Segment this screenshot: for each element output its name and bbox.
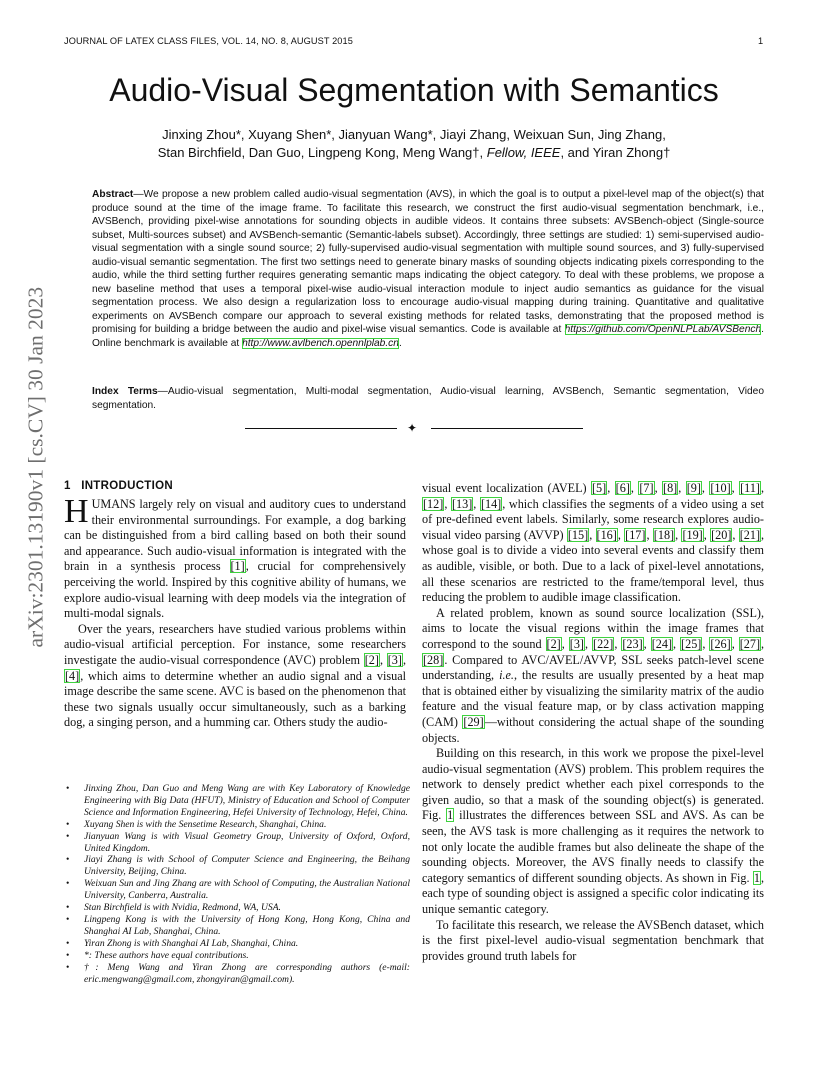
citation-link[interactable]: [22] [593,636,614,651]
citation-link[interactable]: [11] [740,481,760,495]
citation-link[interactable]: [1] [230,559,245,574]
citation-link[interactable]: [6] [615,481,630,495]
fellow-ieee: Fellow, IEEE [486,145,561,160]
citation-link[interactable]: [8] [663,481,678,495]
code-link[interactable]: https://github.com/OpenNLPLab/AVSBench [564,324,762,335]
footnote-list [64,783,410,985]
intro-paragraph-2: Over the years, researchers have studied various problems within audio-visual artificial perception. For instance, some researchers investigate the audio-visual correspondence (AVC) problem [2], [3], [4], which aims to determine whether an audio signal and a visual image describe the same scene. AVC is based on the phenomenon that these two signals usually occur simultaneously, such as a barking dog, a singing person, and a humming car. Others study the audio- [64,621,407,730]
dropcap: H [64,493,89,530]
citation-link[interactable]: [26] [710,636,731,651]
author-line-1: Jinxing Zhou*, Xuyang Shen*, Jianyuan Wang*, Jiayi Zhang, Weixuan Sun, Jing Zhang, [162,127,666,142]
citation-link[interactable]: [14] [480,496,502,511]
citation-link[interactable]: [5] [592,481,607,495]
citation-group: [15], [16], [17], [18], [19], [20], [21] [567,527,761,542]
citation-group: [2], [3], [22], [23], [24], [25], [26], [27], [28] [423,636,765,667]
citation-link[interactable]: [18] [653,527,675,542]
citation-link[interactable]: [28] [423,652,444,667]
citation-link[interactable]: [3] [569,636,584,651]
citation-link[interactable]: [16] [596,527,617,542]
footnote-item: • Jiayi Zhang is with School of Computer Science and Engineering, the Beihang University, Beijing, China. [64,854,410,878]
footnote-item: • Jianyuan Wang is with Visual Geometry Group, University of Oxford, Oxford, United Kingdom. [64,831,410,855]
citation-link[interactable]: [17] [625,527,646,542]
separator-line-left [245,428,397,429]
index-terms [92,385,764,412]
author-line-2: Stan Birchfield, Dan Guo, Lingpeng Kong, Meng Wang†, Fellow, IEEE, and Yiran Zhong† [157,145,671,160]
footnote-item: • Stan Birchfield is with Nvidia, Redmond, WA, USA. [64,902,410,914]
citation-link[interactable]: [13] [451,496,473,511]
intro-paragraph-3: visual event localization (AVEL) [5], [6], [7], [8], [9], [10], [11], [12], [13], [14], which classifies the segments of a video using a set of pre-defined event labels. Similarly, some research explores audio-visual video parsing (AVVP) [15], [16], [17], [18], [19], [20], [21], whose goal is to divide a video into several events and classify them as audible, visible, or both. Due to a lack of pixel-level annotations, all these scenarios are restricted to the frame/temporal level, thus reducing the problem to audible image classification. [422,481,765,605]
intro-paragraph-6: To facilitate this research, we release the AVSBench dataset, which is the first pixel-level audio-visual segmentation benchmark that provides ground truth labels for [422,917,764,963]
index-terms-label: Index Terms [92,386,158,397]
author-footnotes [64,783,410,985]
footnote-item: • Yiran Zhong is with Shanghai AI Lab, Shanghai, China. [64,938,410,950]
running-header: JOURNAL OF LATEX CLASS FILES, VOL. 14, NO. 8, AUGUST 2015 [64,36,353,46]
arxiv-stamp-text: arXiv:2301.13190v1 [cs.CV] 30 Jan 2023 [23,286,48,648]
benchmark-link[interactable]: http://www.avlbench.opennlplab.cn [242,337,399,349]
separator-diamond-icon: ✦ [407,421,418,435]
footnote-item: • Xuyang Shen is with the Sensetime Research, Shanghai, China. [64,819,410,831]
citation-link[interactable]: [9] [686,481,701,495]
left-column [64,493,407,731]
citation-link[interactable]: [12] [423,496,444,511]
citation-link[interactable]: [10] [710,481,731,495]
abstract-text: —We propose a new problem called audio-visual segmentation (AVS), in which the goal is to output a pixel-level map of the object(s) that produce sound at the time of the image frame. To facilitate this research, we construct the first audio-visual segmentation benchmark, i.e., AVSBench, providing pixel-wise annotations for sounding objects in audible videos. It contains three subsets: AVSBench-object (Single-source subset, Multi-sources subset) and AVSBench-semantic (Semantic-labels subset). Accordingly, three settings are studied: 1) semi-supervised audio-visual segmentation with a single sound source; 2) fully-supervised audio-visual segmentation with multiple sound sources, and 3) fully-supervised audio-visual semantic segmentation. The first two settings need to generate binary masks of sounding objects indicating pixels corresponding to the audio, while the third setting further requires generating semantic maps indicating the object category. To deal with these problems, we propose a new baseline method that uses a temporal pixel-wise audio-visual interaction module to inject audio semantics as guidance for the visual segmentation process. We also design a regularization loss to encourage audio-visual mapping during training. Quantitative and qualitative experiments on AVSBench compare our approach to several existing methods for related tasks, demonstrating that the proposed method is promising for building a bridge between the audio and pixel-wise visual semantics. Code is available at [92,189,764,335]
arxiv-stamp[interactable] [6,286,48,650]
citation-link[interactable]: [3] [387,652,402,667]
figure-link[interactable]: 1 [753,870,760,885]
citation-link[interactable]: [4] [65,668,80,683]
citation-link[interactable]: [24] [651,636,673,651]
paper-title: Audio-Visual Segmentation with Semantics [109,72,719,108]
author-list [70,126,758,162]
citation-link[interactable]: [7] [639,481,654,495]
right-column [422,481,764,964]
citation-link[interactable]: [25] [681,636,702,651]
intro-paragraph-5: Building on this research, in this work we propose the pixel-level audio-visual segmentation (AVS) problem. This problem requires the network to densely predict whether each pixel corresponds to the given audio, so that a mask of the sounding object(s) is generated. Fig. 1 illustrates the differences between SSL and AVS. As can be seen, the AVS task is more challenging as it requires the network to not only locate the audible frames but also delineate the shape of the sounding objects. Moreover, the AVS finally needs to classify the category semantics of different sounding objects. As shown in Fig. 1, each type of sounding object is assigned a specific color indicating its unique semantic category. [422,746,764,917]
citation-link[interactable]: [23] [622,636,643,651]
citation-link[interactable]: [19] [682,527,703,542]
section-heading: 1 INTRODUCTION [64,480,173,492]
footnote-item: • Jinxing Zhou, Dan Guo and Meng Wang are with Key Laboratory of Knowledge Engineering with Big Data (HFUT), Ministry of Education and School of Computer Science and Information Engineering, Hefei University of Technology, Hefei, China. [64,783,410,819]
citation-link[interactable]: [2] [546,636,561,651]
abstract: Abstract—We propose a new problem called audio-visual segmentation (AVS), in which the goal is to output a pixel-level map of the object(s) that produce sound at the time of the image frame. To facilitate this research, we construct the first audio-visual segmentation benchmark, i.e., AVSBench, providing pixel-wise annotations for sounding objects in audible videos. It contains three subsets: AVSBench-object (Single-source subset, Multi-sources subset) and AVSBench-semantic (Semantic-labels subset). Accordingly, three settings are studied: 1) semi-supervised audio-visual segmentation with a single sound source; 2) fully-supervised audio-visual segmentation with multiple sound sources, and 3) fully-supervised audio-visual semantic segmentation. The first two settings need to generate binary masks of sounding objects indicating pixels corresponding to the audio, while the third setting further requires generating semantic maps indicating the object category. To deal with these problems, we propose a new baseline method that uses a temporal pixel-wise audio-visual interaction module to inject audio semantics as guidance for the visual segmentation process. We also design a regularization loss to encourage audio-visual mapping during training. Quantitative and qualitative experiments on AVSBench compare our approach to several existing methods for related tasks, demonstrating that the proposed method is promising for building a bridge between the audio and pixel-wise visual semantics. Code is available at https://github.com/OpenNLPLab/AVSBench. Online benchmark is available at http://www.avlbench.opennlplab.cn. [92,189,764,349]
citation-link[interactable]: [27] [739,636,761,651]
separator-line-right [431,428,583,429]
citation-link[interactable]: [2] [364,652,379,667]
citation-link[interactable]: [29] [463,714,484,729]
intro-paragraph-1: HUMANS largely rely on visual and auditory cues to understand their environmental surroundings. For example, a dog barking can be distinguished from a bird calling based on both their sound and appearance. Such audio-visual information is integrated with the brain in a synthesis process [1], crucial for comprehensively perceiving the world. Inspired by this cognitive ability of humans, we explore audio-visual learning with deep models via the integration of multi-modal signals. [64,493,406,621]
citation-link[interactable]: [20] [711,527,732,542]
footnote-item: • Lingpeng Kong is with the University of Hong Kong, Hong Kong, China and Shanghai AI Lab, Shanghai, China. [64,914,410,938]
citation-link[interactable]: [21] [739,527,761,542]
citation-link[interactable]: [15] [567,527,589,542]
index-terms-text: —Audio-visual segmentation, Multi-modal segmentation, Audio-visual learning, AVSBench, Semantic segmentation, Video segmentation. [92,386,764,411]
intro-paragraph-4: A related problem, known as sound source localization (SSL), aims to locate the visual regions within the image frames that correspond to the sound [2], [3], [22], [23], [24], [25], [26], [27], [28]. Compared to AVC/AVEL/AVVP, SSL seeks patch-level scene understanding, i.e., the results are usually presented by a heat map that is obtained either by visualizing the similarity matrix of the audio feature and the visual feature map, or by class activation mapping (CAM) [29]—without considering the actual shape of the sounding objects. [422,605,765,745]
abstract-label: Abstract [92,189,134,200]
citation-group: [5], [6], [7], [8], [9], [10], [11], [12], [13], [14] [423,481,765,511]
figure-link[interactable]: 1 [447,808,454,823]
page-number: 1 [758,36,764,46]
footnote-item: • *: These authors have equal contributions. [64,950,410,962]
footnote-item: • Weixuan Sun and Jing Zhang are with School of Computing, the Australian National University, Canberra, Australia. [64,878,410,902]
footnote-item: • †: Meng Wang and Yiran Zhong are corresponding authors (e-mail: eric.mengwang@gmail.com, zhongyiran@gmail.com). [64,962,410,986]
